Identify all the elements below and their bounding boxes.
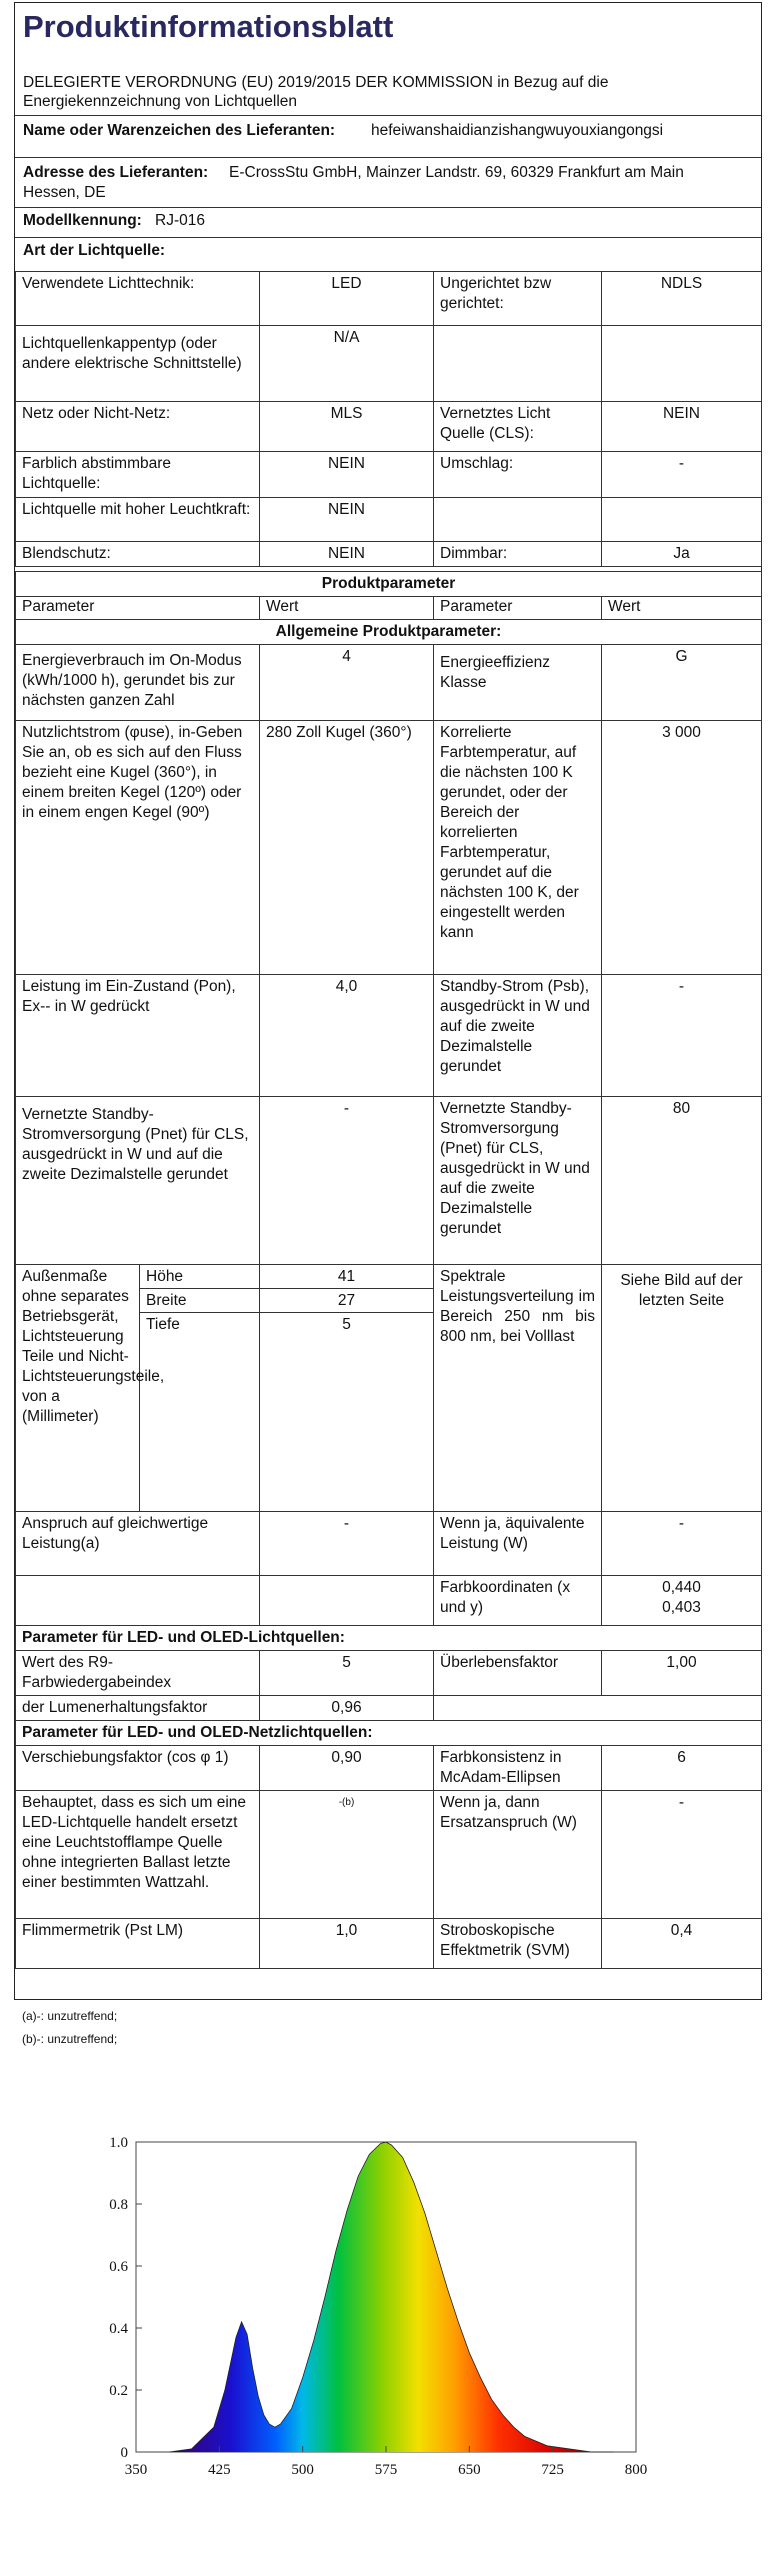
tech-label: Verwendete Lichttechnik: [16,272,260,326]
x-tick-label: 650 [458,2462,481,2478]
x-tick-label: 575 [374,2462,398,2478]
energy-class-label: Energieeffizienz Klasse [434,645,602,721]
x-tick-label: 500 [291,2462,314,2478]
page-title: Produktinformationsblatt [23,9,394,44]
product-parameters-table [15,571,762,1969]
high-luminance-value: NEIN [260,498,434,542]
mains-value: MLS [260,402,434,452]
chromaticity-label: Farbkoordinaten (x und y) [434,1576,602,1626]
envelope-label: Umschlag: [434,452,602,498]
useful-flux-label: Nutzlichtstrom (φuse), in-Geben Sie an, ob es sich auf den Fluss bezieht eine Kugel (360°), in einem breiten Kegel (120º) oder in einem engen Kegel (90º) [16,721,260,975]
column-header-parameter: Parameter [16,597,260,620]
standby-power-label: Standby-Strom (Psb), ausgedrückt in W und auf die zweite Dezimalstelle gerundet [434,975,602,1097]
on-mode-power-value: 4,0 [260,975,434,1097]
fluorescent-replacement-claim-value: -(b) [260,1791,434,1919]
supplier-name-value: hefeiwanshaidianzishangwuyouxiangongsi [371,122,664,139]
replacement-claim-label: Wenn ja, dann Ersatzanspruch (W) [434,1791,602,1919]
divider [15,115,761,116]
survival-factor-value: 1,00 [602,1651,762,1696]
equivalent-power-value: - [602,1512,762,1576]
cls-label: Vernetztes Licht Quelle (CLS): [434,402,602,452]
networked-standby-value-2: 80 [602,1097,762,1265]
equivalent-power-claim-label: Anspruch auf gleichwertige Leistung(a) [16,1512,260,1576]
chromaticity-y: 0,403 [662,1599,701,1616]
dimension-width-value: 27 [260,1289,433,1313]
mains-label: Netz oder Nicht-Netz: [16,402,260,452]
divider [15,237,761,238]
footnote-a: (a)-: unzutreffend; [22,2009,118,2023]
dimension-height-value: 41 [260,1265,433,1289]
glare-label: Blendschutz: [16,542,260,567]
high-luminance-label: Lichtquelle mit hoher Leuchtkraft: [16,498,260,542]
stroboscopic-metric-label: Stroboskopische Effektmetrik (SVM) [434,1919,602,1969]
x-tick-label: 425 [208,2462,231,2478]
model-value: RJ-016 [155,212,205,229]
stroboscopic-metric-value: 0,4 [602,1919,762,1969]
column-header-value: Wert [602,597,762,620]
glare-value: NEIN [260,542,434,567]
dimmable-value: Ja [602,542,762,567]
empty-cell [434,1696,602,1721]
directed-value: NDLS [602,272,762,326]
networked-standby-label: Vernetzte Standby-Stromversorgung (Pnet) für CLS, ausgedrückt in W und auf die zweite Dezimalstelle gerundet [16,1097,260,1265]
fluorescent-replacement-claim-label: Behauptet, dass es sich um eine LED-Lichtquelle handelt ersetzt eine Leuchtstofflampe Quelle ohne integrierten Ballast letzte einer bestimmten Wattzahl. [16,1791,260,1919]
dimensions-label: Außenmaße ohne separates Betriebsgerät, Lichtsteuerung Teile und Nicht-Lichtsteuerungsteile, von a (Millimeter) [16,1265,140,1511]
useful-flux-value: 280 Zoll Kugel (360°) [260,721,434,975]
spectral-distribution-value: Siehe Bild auf der letzten Seite [602,1265,762,1512]
spectral-distribution-chart [96,2120,676,2500]
envelope-value: - [602,452,762,498]
flicker-metric-value: 1,0 [260,1919,434,1969]
empty-cell [602,498,762,542]
chromaticity-x: 0,440 [662,1579,701,1596]
footnotes [22,2005,117,2051]
empty-cell [434,326,602,402]
cct-value: 3 000 [602,721,762,975]
cct-label: Korrelierte Farbtemperatur, auf die nächsten 100 K gerundet, oder der Bereich der korrelierten Farbtemperatur, gerundet auf die nächsten 100 K, der eingestellt werden kann [434,721,602,975]
dimensions-cell [16,1265,260,1512]
standby-power-value: - [602,975,762,1097]
networked-standby-value: - [260,1097,434,1265]
supplier-address-value: E-CrossStu GmbH, Mainzer Landstr. 69, 60329 Frankfurt am Main [229,164,684,181]
empty-cell [602,326,762,402]
x-tick-label: 350 [124,2462,148,2478]
tech-value: LED [260,272,434,326]
y-tick-label: 0.8 [109,2197,128,2213]
footnote-b: (b)-: unzutreffend; [22,2032,118,2046]
energy-class-value: G [602,645,762,721]
model-label: Modellkennung: [23,212,142,229]
x-tick-label: 800 [624,2462,648,2478]
x-tick-label: 725 [541,2462,564,2478]
cap-label: Lichtquellenkappentyp (oder andere elektrische Schnittstelle) [16,326,260,402]
lighting-table [15,271,762,567]
empty-cell [602,1696,762,1721]
product-information-sheet [14,2,762,2000]
lumen-maintenance-label: der Lumenerhaltungsfaktor [16,1696,260,1721]
color-tunable-value: NEIN [260,452,434,498]
dimension-width-label: Breite [140,1289,259,1313]
spectrum-area [169,2142,613,2452]
divider [15,157,761,158]
y-tick-label: 0 [120,2445,128,2461]
cap-value: N/A [260,326,434,402]
replacement-claim-value: - [602,1791,762,1919]
dimension-height-label: Höhe [140,1265,259,1289]
supplier-address-value-2: Hessen, DE [23,184,106,201]
dimension-values [260,1265,434,1512]
on-mode-power-label: Leistung im Ein-Zustand (Pon), Ex-- in W gedrückt [16,975,260,1097]
led-parameters-heading: Parameter für LED- und OLED-Lichtquellen: [16,1626,762,1651]
color-tunable-label: Farblich abstimmbare Lichtquelle: [16,452,260,498]
spectral-distribution-label: Spektrale Leistungsverteilung im Bereich 250 nm bis 800 nm, bei Volllast [434,1265,602,1512]
empty-cell [260,1576,434,1626]
y-tick-label: 0.4 [109,2321,128,2337]
flicker-metric-label: Flimmermetrik (Pst LM) [16,1919,260,1969]
energy-consumption-label: Energieverbrauch im On-Modus (kWh/1000 h), gerundet bis zur nächsten ganzen Zahl [16,645,260,721]
empty-cell [434,498,602,542]
general-parameters-heading: Allgemeine Produktparameter: [16,620,762,645]
chromaticity-values [602,1576,762,1626]
lumen-maintenance-value: 0,96 [260,1696,434,1721]
column-header-value: Wert [260,597,434,620]
colour-consistency-value: 6 [602,1746,762,1791]
displacement-factor-label: Verschiebungsfaktor (cos φ 1) [16,1746,260,1791]
y-tick-label: 0.2 [109,2383,128,2399]
dimension-depth-value: 5 [342,1316,351,1333]
directed-label: Ungerichtet bzw gerichtet: [434,272,602,326]
displacement-factor-value: 0,90 [260,1746,434,1791]
networked-standby-label-2: Vernetzte Standby-Stromversorgung (Pnet) für CLS, ausgedrückt in W und auf die zweite Dezimalstelle gerundet [434,1097,602,1265]
empty-cell [16,1576,260,1626]
r9-value: 5 [260,1651,434,1696]
survival-factor-label: Überlebensfaktor [434,1651,602,1696]
colour-consistency-label: Farbkonsistenz in McAdam-Ellipsen [434,1746,602,1791]
regulation-subtitle: DELEGIERTE VERORDNUNG (EU) 2019/2015 DER KOMMISSION in Bezug auf die Energiekennzeichnung von Lichtquellen [23,74,609,110]
mains-led-parameters-heading: Parameter für LED- und OLED-Netzlichtquellen: [16,1721,762,1746]
supplier-address-label: Adresse des Lieferanten: [23,164,209,181]
dimmable-label: Dimmbar: [434,542,602,567]
cls-value: NEIN [602,402,762,452]
energy-consumption-value: 4 [260,645,434,721]
r9-label: Wert des R9-Farbwiedergabeindex [16,1651,260,1696]
light-source-type-label: Art der Lichtquelle: [23,242,166,259]
equivalent-power-label: Wenn ja, äquivalente Leistung (W) [434,1512,602,1576]
dimension-depth-label: Tiefe [146,1316,180,1333]
supplier-name-label: Name oder Warenzeichen des Lieferanten: [23,122,336,139]
equivalent-power-claim-value: - [260,1512,434,1576]
product-parameters-heading: Produktparameter [16,572,762,597]
column-header-parameter: Parameter [434,597,602,620]
y-tick-label: 1.0 [109,2135,128,2151]
dimension-names [140,1265,259,1511]
y-tick-label: 0.6 [109,2259,128,2275]
divider [15,207,761,208]
